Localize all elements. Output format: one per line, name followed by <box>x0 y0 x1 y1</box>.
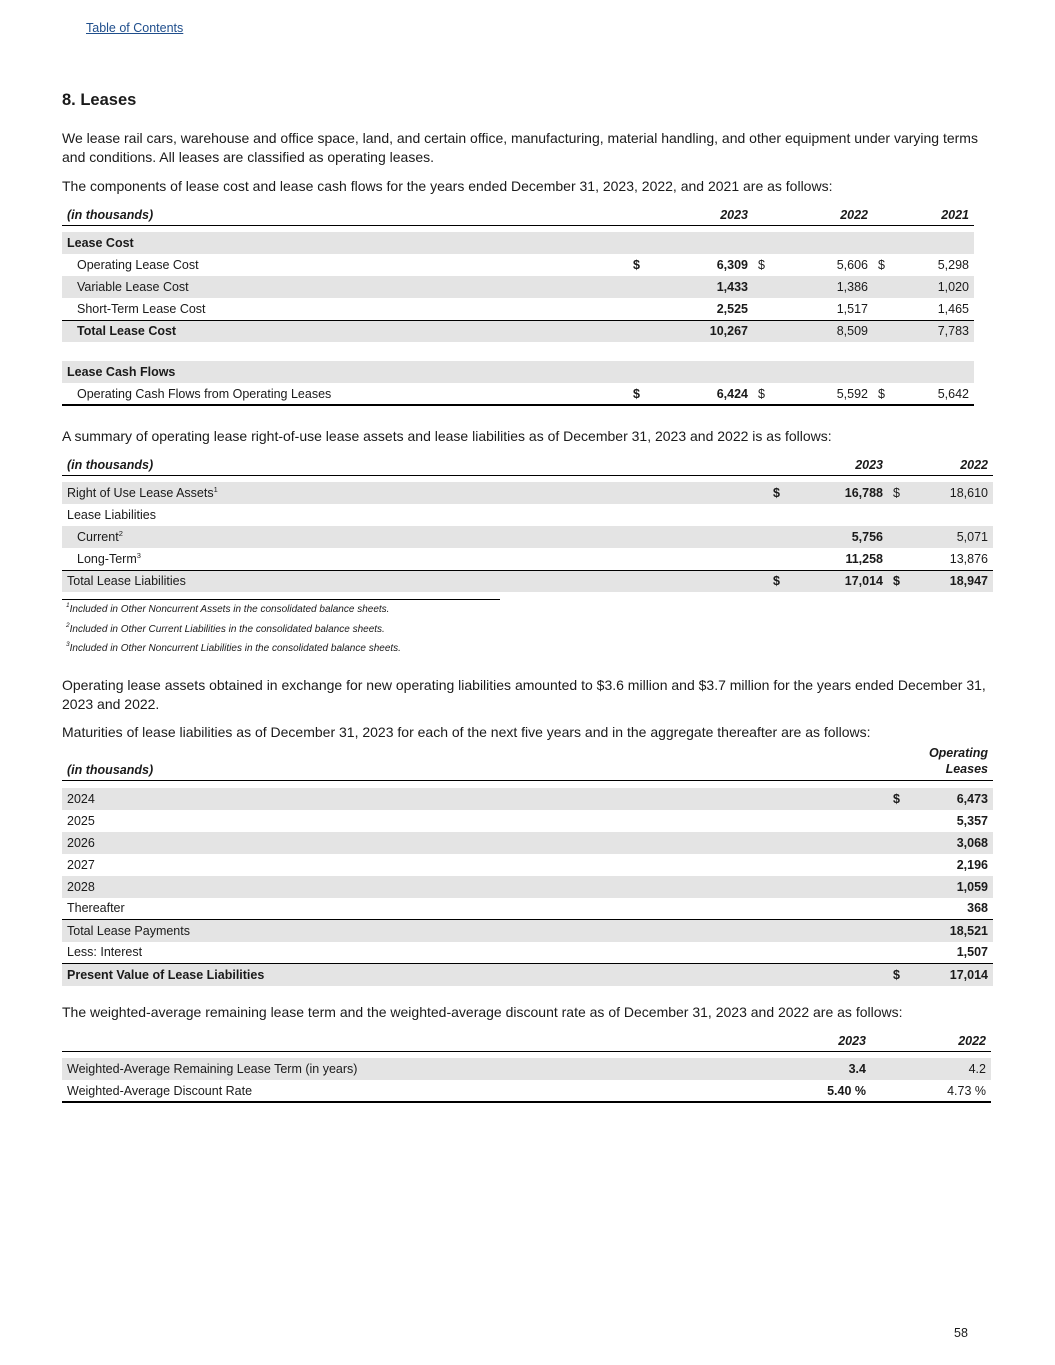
table-row: Lease Liabilities <box>67 508 156 522</box>
table-of-contents-link[interactable]: Table of Contents <box>86 21 184 35</box>
maturities-intro: Maturities of lease liabilities as of December 31, 2023 for each of the next five years and in the aggregate thereafter are as follows: <box>62 724 871 740</box>
unit-label: (in thousands) <box>62 745 888 781</box>
intro-paragraph: We lease rail cars, warehouse and office space, land, and certain office, manufacturing, material handling, and other equipment under varying terms and conditions. All leases are classified as operating leases. <box>62 130 978 165</box>
page-number: 58 <box>954 1326 968 1340</box>
year-header: 2023 <box>653 203 753 225</box>
footnote-divider <box>62 599 500 600</box>
table-row: Current$^2$ 5,756 5,071 <box>62 526 993 548</box>
year-header: 2022 <box>908 453 993 475</box>
year-header: 2021 <box>893 203 974 225</box>
table-row: Variable Lease Cost 1,433 1,386 1,020 <box>62 276 974 298</box>
table-row: 2027 2,196 <box>67 857 988 872</box>
rou-intro: A summary of operating lease right-of-use lease assets and lease liabilities as of December 31, 2023 and 2022 is as follows: <box>62 428 832 444</box>
table-row: 2024 $ 6,473 <box>62 788 993 810</box>
table-row: Short-Term Lease Cost 2,525 1,517 1,465 <box>77 301 969 316</box>
year-header: 2022 <box>773 203 873 225</box>
table-row: Weighted-Average Remaining Lease Term (in years) 3.4 4.2 <box>62 1058 991 1080</box>
year-header: 2023 <box>771 1029 871 1051</box>
rou-table <box>62 453 993 592</box>
table-row: Operating Lease Cost $ 6,309 $ 5,606 $ 5,298 <box>77 258 969 272</box>
table-row: Long-Term$^3$ 11,258 13,876 <box>77 550 988 566</box>
table-row: Weighted-Average Discount Rate 5.40 % 4.73 % <box>62 1080 991 1102</box>
year-header: 2023 <box>788 453 888 475</box>
year-header: 2022 <box>871 1029 991 1051</box>
unit-label: (in thousands) <box>62 453 768 475</box>
footnote: $^2$Included in Other Current Liabilities in the consolidated balance sheets. <box>66 622 385 635</box>
section-header: Lease Cost <box>62 232 628 254</box>
table-row: 2026 3,068 <box>62 832 993 854</box>
footnote: $^3$Included in Other Noncurrent Liabilities in the consolidated balance sheets. <box>66 641 401 654</box>
unit-label: (in thousands) <box>62 203 628 225</box>
total-row: Present Value of Lease Liabilities $ 17,014 <box>62 964 993 986</box>
total-row: Total Lease Liabilities $ 17,014 $ 18,947 <box>62 570 993 592</box>
table-row: Less: Interest 1,507 <box>67 945 988 960</box>
table-row: Thereafter 368 <box>67 901 988 916</box>
table-row: Total Lease Payments 18,521 <box>62 920 993 942</box>
section-title: 8. Leases <box>62 91 137 109</box>
weighted-table <box>62 1029 991 1103</box>
section-header: Lease Cash Flows <box>62 361 628 383</box>
table-row: 2028 1,059 <box>62 876 993 898</box>
lease-cost-intro: The components of lease cost and lease cash flows for the years ended December 31, 2023, 2022, and 2021 are as follows: <box>62 178 833 194</box>
weighted-intro: The weighted-average remaining lease term and the weighted-average discount rate as of December 31, 2023 and 2022 are as follows: <box>62 1004 903 1020</box>
exchange-paragraph: Operating lease assets obtained in exchange for new operating liabilities amounted to $3.6 million and $3.7 million for the years ended December 31, 2023 and 2022. <box>62 677 986 712</box>
table-row: Operating Cash Flows from Operating Leases $ 6,424 $ 5,592 $ 5,642 <box>62 383 974 405</box>
lease-cost-table <box>62 203 974 406</box>
maturities-table <box>62 745 993 986</box>
table-row: Right of Use Lease Assets$^1$ $ 16,788 $ 18,610 <box>62 482 993 504</box>
total-row: Total Lease Cost 10,267 8,509 7,783 <box>62 320 974 342</box>
column-header: Operating Leases <box>908 745 993 781</box>
table-row: 2025 5,357 <box>67 813 988 828</box>
footnote: $^1$Included in Other Noncurrent Assets in the consolidated balance sheets. <box>66 602 390 615</box>
